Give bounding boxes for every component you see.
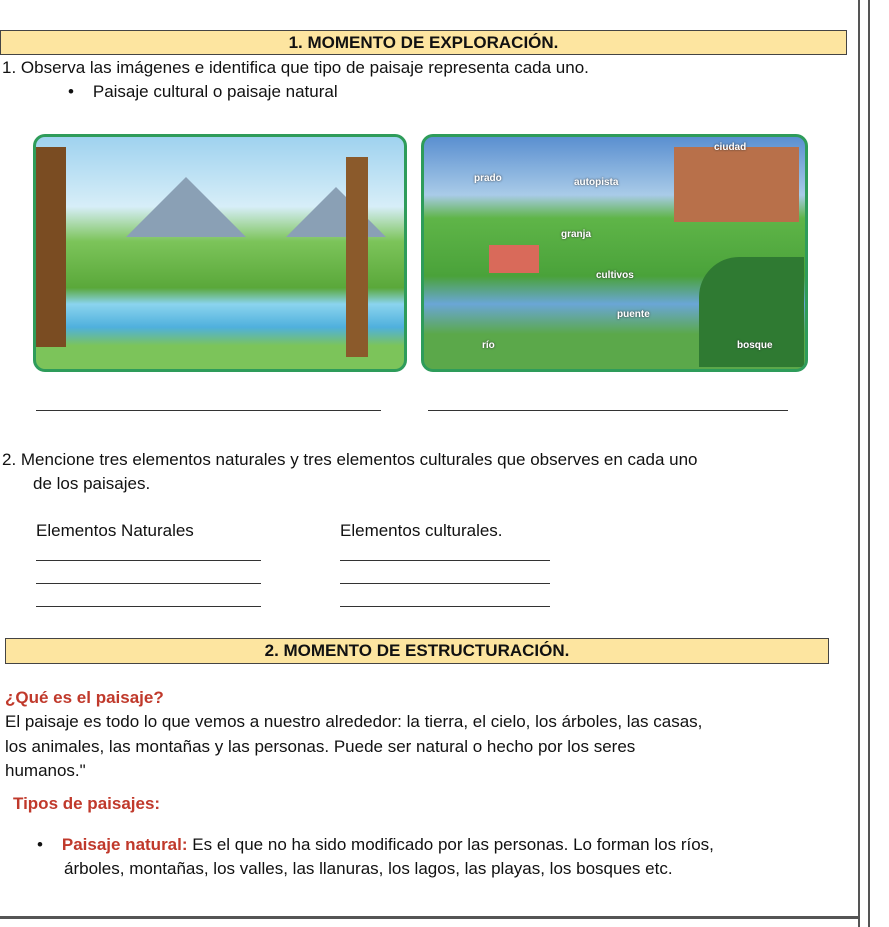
section-header-exploracion: 1. MOMENTO DE EXPLORACIÓN. bbox=[0, 30, 847, 55]
image-label: río bbox=[482, 340, 495, 351]
natural-elements-heading: Elementos Naturales bbox=[36, 521, 194, 540]
image-label: granja bbox=[561, 229, 592, 240]
farm-house bbox=[489, 245, 539, 273]
paragraph-line: El paisaje es todo lo que vemos a nuestro alrededor: la tierra, el cielo, los árboles, las casas, bbox=[5, 712, 703, 731]
city-buildings bbox=[674, 147, 799, 222]
bullet-item: • Paisaje cultural o paisaje natural bbox=[68, 82, 338, 101]
image-label: bosque bbox=[737, 340, 773, 351]
natural-landscape-item: • Paisaje natural: Es el que no ha sido modificado por las personas. Lo forman los ríos, bbox=[37, 835, 714, 854]
image-label: ciudad bbox=[714, 142, 747, 153]
image-label: autopista bbox=[574, 177, 619, 188]
question-2-cont: de los paisajes. bbox=[33, 474, 151, 493]
image-label: prado bbox=[474, 173, 502, 184]
types-heading: Tipos de paisajes: bbox=[13, 794, 161, 813]
section-header-estructuracion: 2. MOMENTO DE ESTRUCTURACIÓN. bbox=[5, 638, 829, 664]
paragraph-line: humanos." bbox=[5, 761, 86, 780]
image-label: puente bbox=[617, 309, 650, 320]
answer-line[interactable] bbox=[36, 606, 261, 607]
answer-line[interactable] bbox=[36, 560, 261, 561]
natural-landscape-text-cont: árboles, montañas, los valles, las llanuras, los lagos, las playas, los bosques etc. bbox=[64, 859, 673, 878]
natural-landscape-label: Paisaje natural: bbox=[61, 835, 188, 854]
page-edge bbox=[868, 0, 870, 927]
question-2: 2. Mencione tres elementos naturales y tres elementos culturales que observes en cada uno bbox=[2, 450, 698, 469]
bullet-text: Paisaje cultural o paisaje natural bbox=[92, 82, 338, 101]
answer-line-cultural[interactable] bbox=[428, 410, 788, 411]
page-bottom-edge bbox=[0, 916, 860, 919]
answer-line[interactable] bbox=[36, 583, 261, 584]
mountain-icon bbox=[126, 177, 246, 237]
question-heading: ¿Qué es el paisaje? bbox=[5, 688, 164, 707]
answer-line-natural[interactable] bbox=[36, 410, 381, 411]
tree-trunk-icon bbox=[36, 147, 66, 347]
cultural-landscape-image bbox=[421, 134, 808, 372]
mountain-icon bbox=[286, 187, 386, 237]
answer-line[interactable] bbox=[340, 560, 550, 561]
page-edge bbox=[858, 0, 860, 927]
natural-landscape-image bbox=[33, 134, 407, 372]
question-1: 1. Observa las imágenes e identifica que tipo de paisaje representa cada uno. bbox=[2, 58, 589, 77]
natural-landscape-text: Es el que no ha sido modificado por las personas. Lo forman los ríos, bbox=[187, 835, 714, 854]
cultural-elements-heading: Elementos culturales. bbox=[340, 521, 503, 540]
answer-line[interactable] bbox=[340, 606, 550, 607]
tree-trunk-icon bbox=[346, 157, 368, 357]
paragraph-line: los animales, las montañas y las personas. Puede ser natural o hecho por los seres bbox=[5, 737, 636, 756]
answer-line[interactable] bbox=[340, 583, 550, 584]
image-label: cultivos bbox=[596, 270, 634, 281]
